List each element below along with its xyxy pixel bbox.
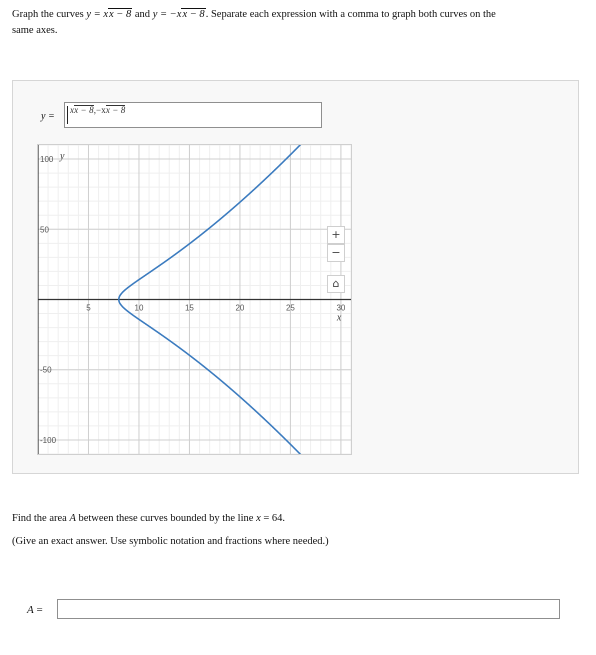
graphing-panel xyxy=(12,80,579,474)
text-caret xyxy=(67,106,68,124)
y-tick-label: -50 xyxy=(40,365,52,375)
graph-tools xyxy=(327,226,345,293)
home-icon[interactable]: ⌂ xyxy=(327,275,345,293)
curve-upper xyxy=(119,145,351,300)
graph-svg xyxy=(38,145,351,454)
y-tick-label: 100 xyxy=(40,155,54,165)
x-tick-label: 10 xyxy=(134,303,144,313)
answer-input[interactable] xyxy=(57,599,560,619)
graph-canvas[interactable] xyxy=(37,144,352,455)
instruction-note: (Give an exact answer. Use symbolic notation and fractions where needed.) xyxy=(12,536,329,547)
question-text: Graph the curves y = xx − 8 and y = −xx − 8. Separate each expression with a comma to graph both curves on the same axes. xyxy=(12,9,496,36)
x-tick-label: 30 xyxy=(336,303,346,313)
x-axis-label: x xyxy=(336,312,342,324)
zoom-out-button[interactable]: − xyxy=(327,244,345,262)
answer-label: A = xyxy=(27,604,43,616)
expression-text: xx − 8,−xx − 8 xyxy=(70,105,126,115)
y-axis-label: y xyxy=(60,151,65,162)
expression-input[interactable] xyxy=(64,102,322,128)
curve-lower xyxy=(119,300,351,455)
find-area-text: Find the area A between these curves bounded by the line x = 64. xyxy=(12,513,286,524)
y-tick-label: 50 xyxy=(40,225,49,235)
x-tick-label: 5 xyxy=(86,303,91,313)
y-tick-label: -100 xyxy=(40,435,57,445)
expression-label: y = xyxy=(41,111,55,122)
x-tick-label: 15 xyxy=(184,303,194,313)
zoom-in-button[interactable]: + xyxy=(327,226,345,244)
x-tick-label: 20 xyxy=(235,303,245,313)
x-tick-label: 25 xyxy=(285,303,295,313)
